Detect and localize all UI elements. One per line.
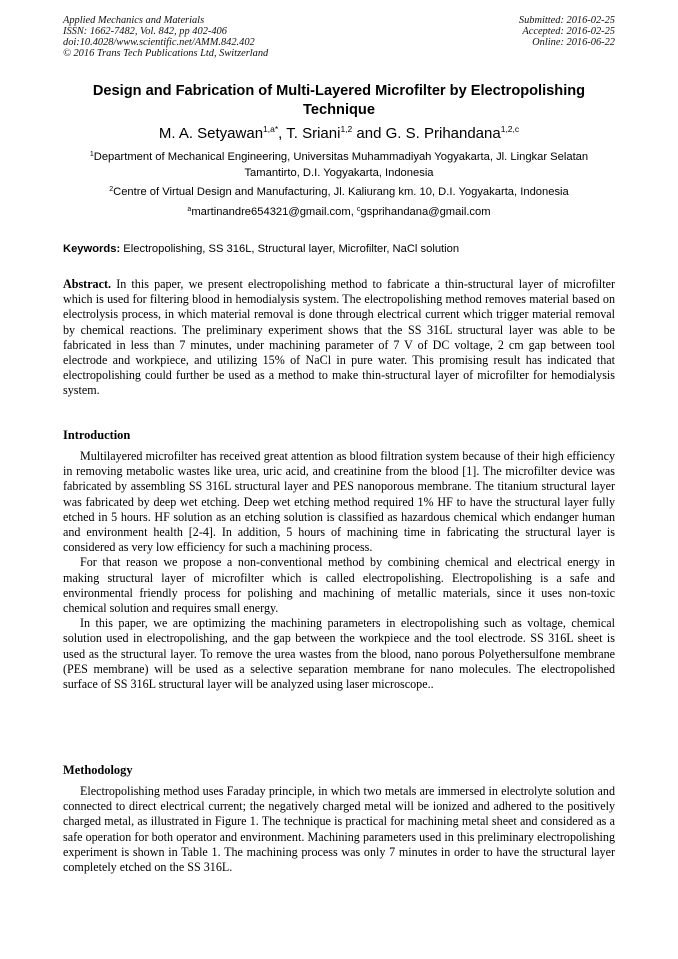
email-separator: , bbox=[350, 206, 357, 218]
email-mark: c bbox=[356, 206, 361, 213]
affiliation-text: Centre of Virtual Design and Manufacturing, Jl. Kaliurang km. 10, D.I. Yogyakarta, Indonesia bbox=[113, 186, 569, 198]
online-date: Online: 2016-06-22 bbox=[532, 37, 615, 48]
email-mark: a bbox=[187, 206, 192, 213]
introduction-body bbox=[63, 449, 615, 692]
email-link[interactable]: gsprihandana@gmail.com bbox=[360, 206, 491, 218]
author-affiliation-mark: 1,2,c bbox=[500, 124, 520, 134]
affiliation-mark: 2 bbox=[109, 186, 114, 193]
author-name: M. A. Setyawan bbox=[158, 125, 264, 142]
affiliation-mark: 1 bbox=[89, 151, 94, 158]
paper-title: Design and Fabrication of Multi-Layered Microfilter by Electropolishing Technique bbox=[92, 83, 586, 118]
author-separator: and bbox=[352, 125, 386, 142]
journal-copyright: © 2016 Trans Tech Publications Ltd, Switzerland bbox=[63, 48, 269, 59]
author-list bbox=[60, 124, 618, 144]
accepted-date: Accepted: 2016-02-25 bbox=[522, 26, 615, 37]
paragraph: For that reason we propose a non-conventional method by combining chemical and electrical energy in making structural layer of microfilter which is called electropolishing. Electropolishing is a safe and environmental friendly process for polishing and machining of metallic materials, since it uses non-toxic chemical solution and requires small energy. bbox=[63, 555, 615, 616]
journal-header-left bbox=[63, 15, 268, 59]
journal-issn: ISSN: 1662-7482, Vol. 842, pp 402-406 bbox=[63, 26, 227, 37]
journal-header-right bbox=[519, 15, 615, 48]
keywords bbox=[63, 242, 615, 257]
abstract-label: Abstract. bbox=[63, 277, 112, 291]
paragraph: In this paper, we are optimizing the machining parameters in electropolishing such as voltage, chemical solution used in electropolishing, and the gap between the workpiece and the tool electrode. SS 316L sheet is used as the structural layer. To remove the urea wastes from the blood, nano porous Polyethersulfone membrane (PES membrane) will be used as a selective separation membrane for nano molecules. The electropolished surface of SS 316L structural layer will be analyzed using laser microscope.. bbox=[63, 616, 615, 692]
section-heading-methodology: Methodology bbox=[63, 763, 133, 777]
author-name: G. S. Prihandana bbox=[385, 125, 501, 142]
affiliation-text: Department of Mechanical Engineering, Universitas Muhammadiyah Yogyakarta, Jl. Lingkar Selatan Tamantirto, D.I. Yogyakarta, Indonesia bbox=[93, 151, 589, 179]
keywords-text: Electropolishing, SS 316L, Structural layer, Microfilter, NaCl solution bbox=[120, 243, 460, 255]
journal-doi: doi:10.4028/www.scientific.net/AMM.842.402 bbox=[63, 37, 255, 48]
abstract bbox=[63, 277, 615, 399]
author-affiliation-mark: 1,a* bbox=[263, 124, 279, 134]
affiliation-2 bbox=[70, 185, 608, 201]
affiliation-1 bbox=[70, 150, 608, 181]
paragraph: Multilayered microfilter has received great attention as blood filtration system because of their high efficiency in removing metabolic wastes like urea, uric acid, and creatinine from the blood [1]. The microfilter device was fabricated by assembling SS 316L structural layer and PES nanoporous membrane. The titanium structural layer was fabricated by deep wet etching. Deep wet etching method required 1% HF to have the structural layer fully etched in 5 hours. HF solution as an etching solution is classified as hazardous chemical which endanger human and environment health [2-4]. In addition, 5 hours of machining time in fabricating the structural layer is considered as very low efficiency for such a machining process. bbox=[63, 449, 615, 555]
paragraph: Electropolishing method uses Faraday principle, in which two metals are immersed in electrolyte solution and connected to direct electrical current; the negatively charged metal will be ionized and adhered to the positively charged metal, as illustrated in Figure 1. The technique is practical for machining metal sheet and considered as a safe operation for both operator and environment. Machining parameters used in this preliminary electropolishing experiment is shown in Table 1. The machining process was only 7 minutes in order to have the structural layer completely etched on the SS 316L. bbox=[63, 784, 615, 875]
keywords-label: Keywords: bbox=[63, 243, 121, 255]
author-name: T. Sriani bbox=[286, 125, 341, 142]
email-link[interactable]: martinandre654321@gmail.com bbox=[191, 206, 351, 218]
author-emails bbox=[70, 205, 608, 221]
section-heading-introduction: Introduction bbox=[63, 428, 131, 442]
author-separator: , bbox=[278, 125, 287, 142]
methodology-body bbox=[63, 784, 615, 875]
journal-name: Applied Mechanics and Materials bbox=[63, 15, 205, 26]
author-affiliation-mark: 1,2 bbox=[340, 124, 353, 134]
abstract-text: In this paper, we present electropolishing method to fabricate a thin-structural layer of microfilter which is used for filtering blood in hemodialysis system. The electropolishing method removes material based on electrolysis process, in which material removal is done through electrical current which trigger material removal by chemical reactions. The preliminary experiment shows that the SS 316L structural layer was able to be fabricated in less than 7 minutes, under machining parameter of 7 V of DC voltage, 2 cm gap between tool electrode and workpiece, and utilizing 15% of NaCl in pure water. This promising result has indicated that electropolishing could further be used as a method to make thin-structural layer of microfilter for hemodialysis system. bbox=[63, 277, 615, 398]
submitted-date: Submitted: 2016-02-25 bbox=[518, 15, 615, 26]
